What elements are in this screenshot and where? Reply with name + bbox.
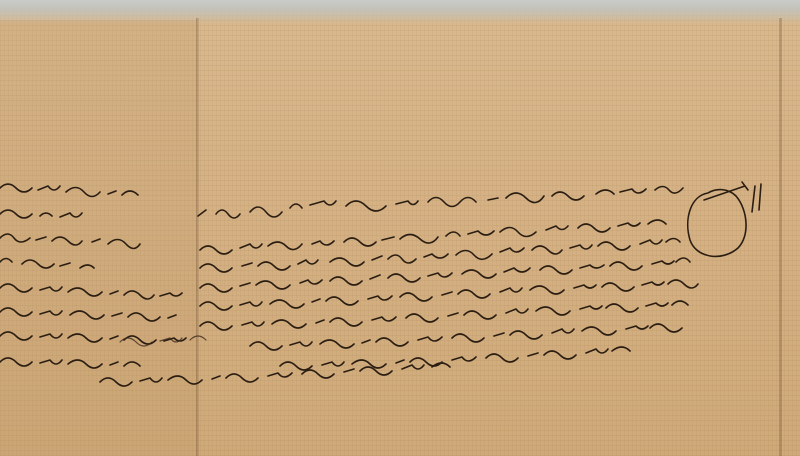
initial-sign	[688, 182, 761, 256]
text-line-7	[0, 301, 688, 344]
text-line-3	[200, 220, 666, 254]
text-line-5	[0, 258, 690, 299]
text-line-10	[100, 363, 450, 386]
text-line-2	[0, 184, 140, 268]
text-line-9	[280, 347, 630, 370]
text-line-6	[0, 280, 698, 321]
text-line-1	[198, 187, 683, 219]
text-line-8	[0, 324, 682, 368]
